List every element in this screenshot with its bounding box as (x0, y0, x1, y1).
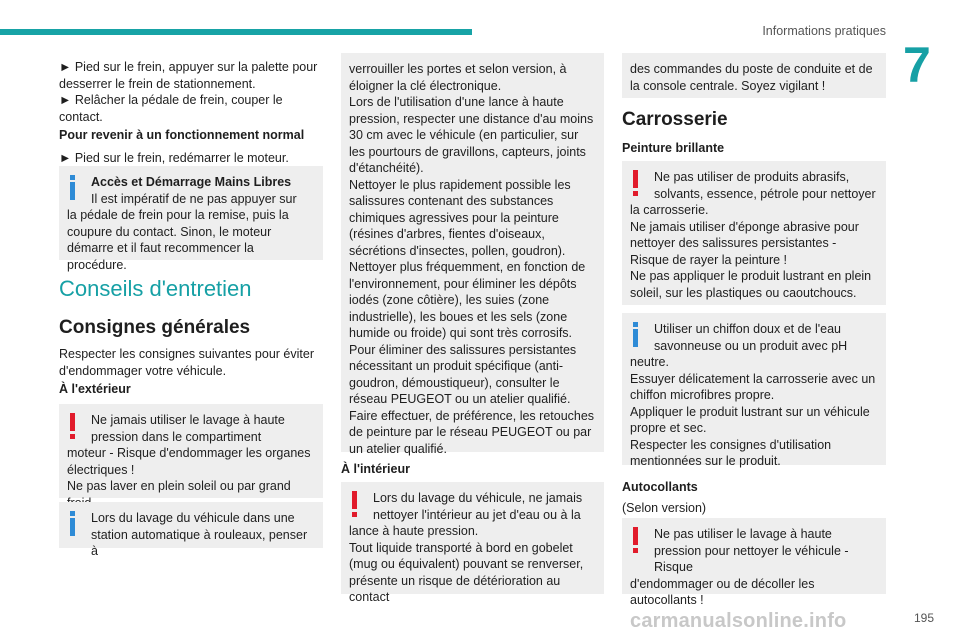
warning-icon (67, 413, 81, 439)
warning-box-interior (341, 482, 604, 604)
warning-icon (349, 491, 363, 517)
warning-box-text-first: Ne pas utiliser le lavage à haute pression pour nettoyer le véhicule - Risque (654, 527, 849, 574)
info-box-keyless (59, 166, 323, 272)
carrosserie-heading: Carrosserie (622, 109, 728, 130)
info-box-continued: verrouiller les portes et selon version, à éloigner la clé électronique. Lors de l'utilisation d'une lance à haute pression, respecter une distance d'au moins 30 cm avec le véhicule (en particulier, sur les pourtours de gravillons, capteurs, joints d'étanchéité). Nettoyer le plus rapidement possible les salissures contenant des substances chimiques agressives pour la peinture (résines d'arbres, fientes d'oiseaux, sécrétions d'insectes, pollen, goudron). Nettoyer plus fréquemment, en fonction de l'environnement, pour éliminer les dépôts iodés (zone côtière), les suies (zone industrielle), les boues et les sels (zone humide ou froide) qui sont très corrosifs. Pour éliminer des salissures persistantes nécessitant un produit spécifique (anti-goudron, démoustiqueur), consulter le réseau PEUGEOT ou un atelier qualifié. Faire effectuer, de préférence, les retouches de peinture par le réseau PEUGEOT ou par un atelier qualifié. (341, 53, 604, 452)
chapter-number: 7 (903, 37, 931, 93)
exterior-heading: À l'extérieur (59, 382, 131, 396)
warning-box-text-first: Lors du lavage du véhicule, ne jamais nettoyer l'intérieur au jet d'eau ou à la (373, 491, 583, 522)
paint-heading: Peinture brillante (622, 141, 725, 155)
warning-box-text: moteur - Risque d'endommager les organes électriques ! Ne pas laver en plein soleil ou par grand (67, 446, 311, 493)
instruction-cut-ignition: ► Relâcher la pédale de frein, couper le contact. (59, 93, 283, 124)
warning-box-continued: des commandes du poste de conduite et de la console centrale. Soyez vigilant ! (622, 53, 886, 98)
warning-box-text: la carrosserie. Ne jamais utiliser d'éponge abrasive pour nettoyer des salissures persistantes - Risque de rayer la peinture ! Ne pas appliquer le produit lustrant en plein soleil, sur les plastiques ou caoutchoucs. (630, 203, 872, 300)
header-accent-bar (0, 29, 472, 35)
info-box-car-wash (59, 502, 323, 558)
info-box-text: neutre. Essuyer délicatement la carrosserie avec un chiffon microfibres propre. Appliquer le produit lustrant sur un véhicule propre et sec. Respecter les consignes d'utilisation mentionnées sur le produit. (630, 355, 876, 468)
normal-operation-heading: Pour revenir à un fonctionnement normal (59, 128, 305, 142)
warning-icon (630, 527, 644, 553)
instruction-release-brake: ► Pied sur le frein, appuyer sur la palette pour desserrer le frein de stationnement. (59, 60, 318, 91)
info-icon (630, 322, 644, 348)
warning-box-paint (622, 161, 886, 305)
info-box-text-first: Lors du lavage du véhicule dans une station automatique à rouleaux, penser à (91, 511, 308, 558)
info-box-paint-care (622, 313, 886, 468)
instruction-restart-engine: ► Pied sur le frein, redémarrer le moteur. (59, 151, 289, 165)
stickers-note: (Selon version) (622, 501, 707, 515)
warning-box-text-first: Ne pas utiliser de produits abrasifs, solvants, essence, pétrole pour nettoyer (654, 170, 876, 201)
info-box-text-first: Il est impératif de ne pas appuyer sur (91, 191, 297, 206)
warning-icon (630, 170, 644, 196)
info-icon (67, 511, 81, 537)
watermark: carmanualsonline.info (630, 610, 847, 632)
warning-box-text: lance à haute pression. Tout liquide transporté à bord en gobelet (mug ou équivalent) pouvant se renverser, présente un risque de détérioration au contact (349, 524, 584, 604)
warning-box-text-first: Ne jamais utiliser le lavage à haute pression dans le compartiment (91, 413, 285, 444)
interior-heading: À l'intérieur (341, 462, 410, 476)
info-box-text-first: Utiliser un chiffon doux et de l'eau savonneuse ou un produit avec pH (654, 322, 848, 353)
page-number: 195 (913, 611, 934, 625)
main-heading: Consignes générales (59, 317, 251, 338)
stickers-heading: Autocollants (622, 480, 698, 494)
header-title: Informations pratiques (762, 24, 886, 38)
info-box-title: Accès et Démarrage Mains Libres (91, 175, 292, 189)
section-title: Conseils d'entretien (59, 276, 252, 301)
warning-box-high-pressure (59, 404, 323, 498)
general-text: Respecter les consignes suivantes pour éviter d'endommager votre véhicule. (59, 347, 314, 378)
warning-box-stickers (622, 518, 886, 607)
warning-box-text: d'endommager ou de décoller les autocollants ! (630, 576, 815, 607)
info-box-text: la pédale de frein pour la remise, puis la coupure du contact. Sinon, le moteur démarre et il faut recommencer la procédure. (67, 208, 289, 272)
info-icon (67, 175, 81, 201)
